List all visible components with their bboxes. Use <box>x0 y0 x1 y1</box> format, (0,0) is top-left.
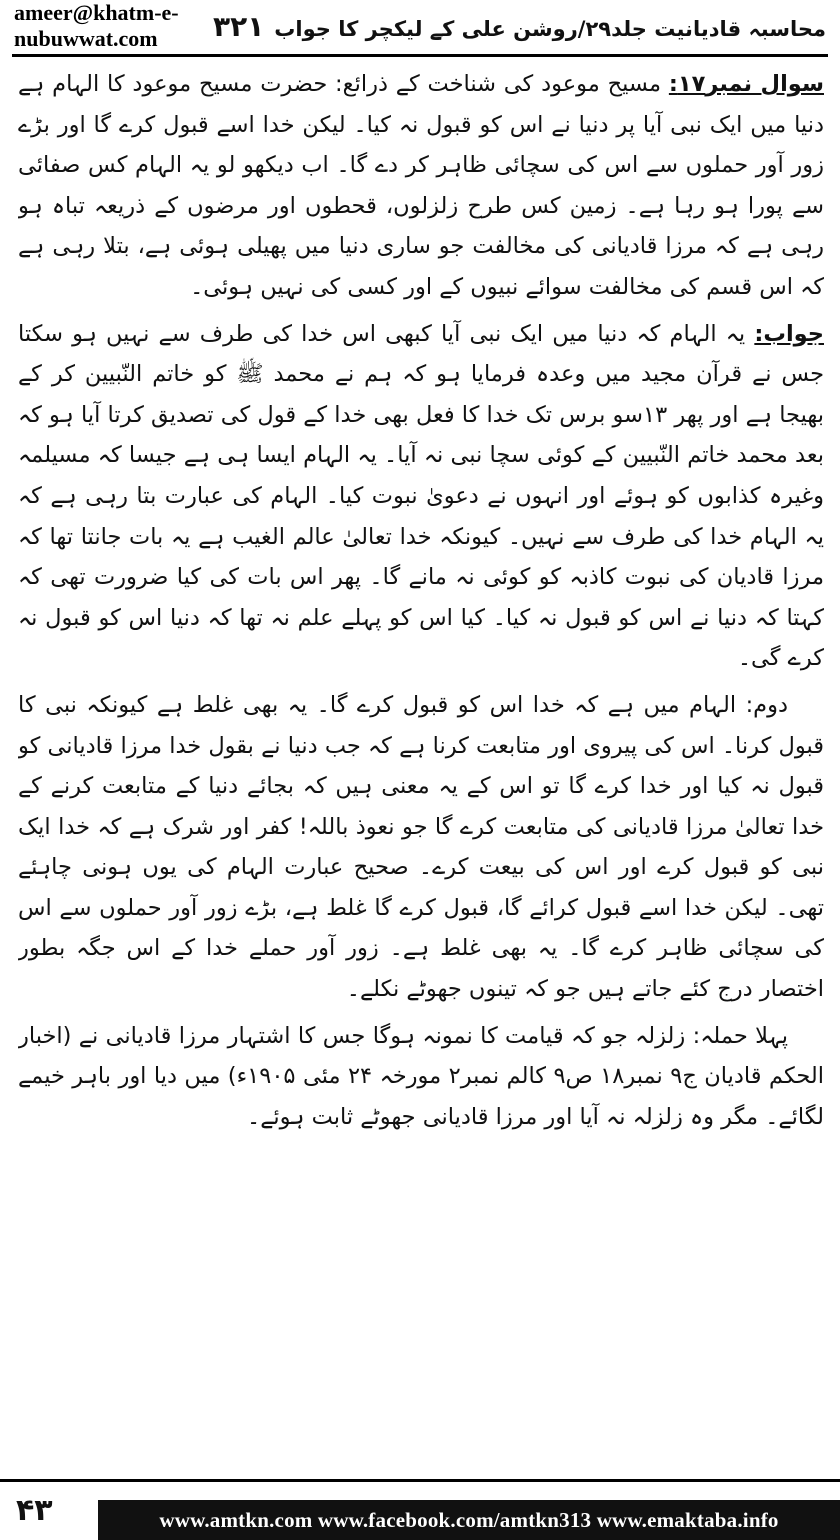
second-point-paragraph: دوم: الہام میں ہے کہ خدا اس کو قبول کرے گا۔ یہ بھی غلط ہے کیونکہ نبی کا قبول کرنا۔ اس کی پیروی اور متابعت کرنا ہے کہ جب دنیا نے بقول خدا مرزا قادیانی کو قبول نہ کیا اور خدا کرے گا تو اس کے یہ معنی ہیں کہ بجائے دنیا کے متابعت کرنے کے خدا تعالیٰ مرزا قادیانی کی متابعت کرے گا جو نعوذ باللہ! کفر اور شرک ہے کہ خدا ایک نبی کو قبول کرے اور اس کی بیعت کرے۔ صحیح عبارت الہام کی یوں ہونی چاہئے تھی۔ لیکن خدا اسے قبول کرائے گا، قبول کرے گا غلط ہے، بڑے زور آور حملوں سے اس کی سچائی ظاہر کرے گا۔ یہ بھی غلط ہے۔ زور آور حملے خدا کے اس جگہ بطور اختصار درج کئے جاتے ہیں جو کہ تینوں جھوٹے نکلے۔ <box>18 691 824 1003</box>
question-text: مسیح موعود کی شناخت کے ذرائع: حضرت مسیح موعود کا الہام ہے دنیا میں ایک نبی آیا پر دنیا نے اس کو قبول نہ کیا۔ لیکن خدا اسے قبول کرے گا اور بڑے زور آور حملوں سے اس کی سچائی ظاہر کر دے گا۔ اب دیکھو لو یہ الہام کس صفائی سے پورا ہو رہا ہے۔ زمین کس طرح زلزلوں، قحطوں اور مرضوں کے ذریعہ تباہ ہو رہی ہے کہ مرزا قادیانی کی مخالفت جو ساری دنیا میں پھیلی ہوئی ہے، بتلا رہی ہے کہ اس قسم کی مخالفت سوائے نبیوں کے اور کسی کی نہیں ہوئی۔ <box>18 71 824 300</box>
question-paragraph <box>18 64 824 308</box>
question-label: سوال نمبر۱۷: <box>668 71 824 97</box>
first-attack-paragraph: پہلا حملہ: زلزلہ جو کہ قیامت کا نمونہ ہوگا جس کا اشتہار مرزا قادیانی نے (اخبار الحکم قادیان ج۹ نمبر۱۸ ص۹ کالم نمبر۲ مورخہ ۲۴ مئی ۱۹۰۵ء) میں دیا اور باہر خیمے لگائے۔ مگر وہ زلزلہ نہ آیا اور مرزا قادیانی جھوٹے ثابت ہوئے۔ <box>18 1022 824 1130</box>
header-rule <box>12 54 828 57</box>
answer-label: جواب: <box>754 320 824 347</box>
answer-paragraph <box>18 314 824 679</box>
header-email: ameer@khatm-e-nubuwwat.com <box>14 0 179 51</box>
answer-text: یہ الہام کہ دنیا میں ایک نبی آیا کبھی اس خدا کی طرف سے نہیں ہو سکتا جس نے قرآن مجید میں وعدہ فرمایا ہو کہ ہم نے محمد ﷺ کو خاتم النّبیین کر کے بھیجا ہے اور پھر ۱۳سو برس تک خدا کا فعل بھی خدا کے قول کی تصدیق کرتا آیا ہو کہ بعد محمد خاتم النّبیین کے کوئی سچا نبی نہ آیا۔ یہ الہام ایسا ہی ہے جیسا کہ مسیلمہ وغیرہ کذابوں کو ہوئے اور انہوں نے دعویٰ نبوت کیا۔ الہام کی عبارت بتا رہی ہے کہ یہ الہام خدا کی طرف سے نہیں۔ کیونکہ خدا تعالیٰ عالم الغیب ہے یہ بات جانتا تھا کہ مرزا قادیان کی نبوت کاذبہ کو کوئی نہ مانے گا۔ پھر اس بات کی کیا ضرورت تھی کہ کہتا کہ دنیا نے اس کو قبول نہ کیا۔ کیا اس کو پہلے علم نہ تھا کہ دنیا اس کو قبول نہ کرے گی۔ <box>18 320 824 672</box>
folio-number: ۴۳ <box>16 1493 53 1528</box>
chapter-title: روشن علی کے لیکچر کا جواب <box>274 16 578 41</box>
running-title: محاسبہ قادیانیت جلد۲۹/روشن علی کے لیکچر کا جواب۳۲۱ <box>213 9 826 43</box>
page-number: ۳۲۱ <box>213 9 265 43</box>
footer-links: www.amtkn.com www.facebook.com/amtkn313 www.emaktaba.info <box>98 1500 840 1540</box>
page-footer <box>0 1479 840 1540</box>
page-body <box>18 64 824 1468</box>
book-title: محاسبہ قادیانیت جلد۲۹ <box>585 16 826 41</box>
page-header <box>14 0 826 52</box>
